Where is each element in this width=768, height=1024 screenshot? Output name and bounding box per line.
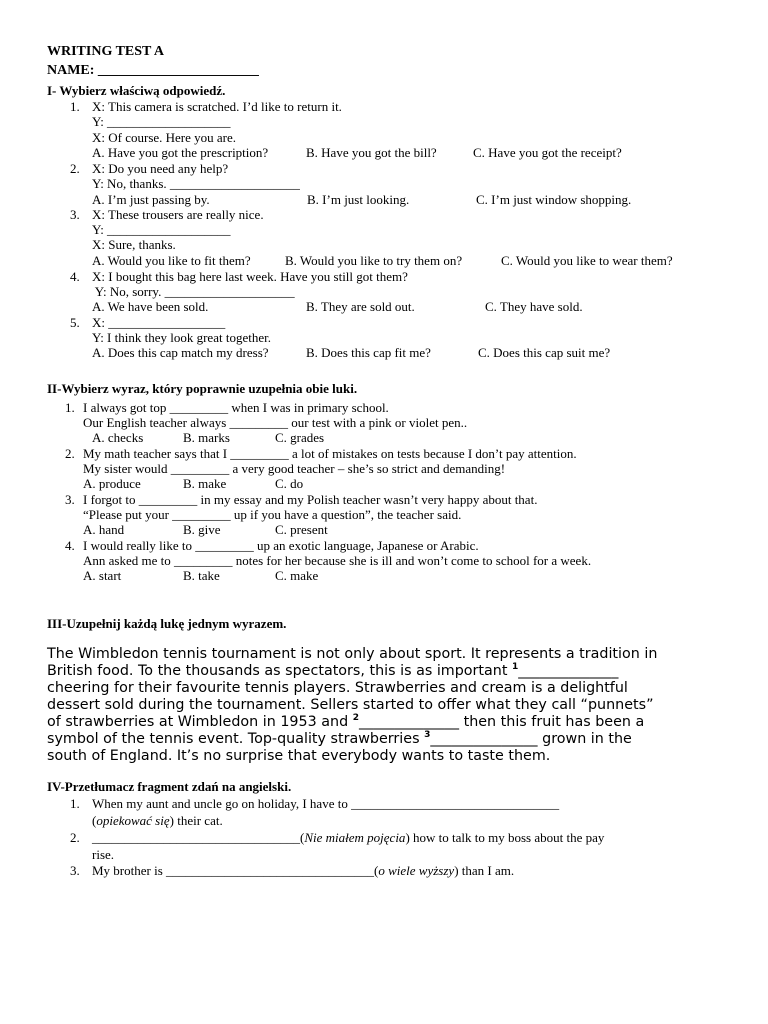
section2-heading: II-Wybierz wyraz, który poprawnie uzupełnia obie luki. (47, 381, 358, 396)
option-c: C. They have sold. (485, 299, 583, 314)
option-a: A. hand (83, 522, 125, 537)
option-c: C. Have you got the receipt? (473, 145, 622, 160)
option-c: C. Would you like to wear them? (501, 253, 673, 268)
item-number: 1. (70, 99, 80, 114)
polish-phrase: o wiele wyższy (378, 863, 455, 878)
option-a: A. start (83, 568, 122, 583)
sentence-line: Our English teacher always _________ our test with a pink or violet pen.. (83, 415, 468, 430)
gap-blank: _______________ grown in the (430, 731, 632, 747)
passage-line: south of England. It’s no surprise that everybody wants to taste them. (47, 748, 551, 764)
gap-number: 2 (352, 713, 359, 724)
sentence-line: I would really like to _________ up an exotic language, Japanese or Arabic. (83, 538, 479, 553)
test-title: WRITING TEST A (47, 44, 164, 59)
sentence-line: My math teacher says that I _________ a lot of mistakes on tests because I don’t pay attention. (83, 446, 577, 461)
section4-heading: IV-Przetłumacz fragment zdań na angielski. (47, 779, 292, 794)
option-c: C. make (275, 568, 319, 583)
gap-number: 3 (424, 730, 431, 741)
sentence-line: My sister would _________ a very good teacher – she’s so strict and demanding! (83, 461, 506, 476)
dialogue-line: Y: No, thanks. ____________________ (92, 176, 300, 191)
dialogue-line: X: Of course. Here you are. (92, 130, 237, 145)
option-b: B. make (183, 476, 227, 491)
option-c: C. I’m just window shopping. (476, 192, 632, 207)
passage-line: of strawberries at Wimbledon in 1953 and $^2$______________ then this fruit has been a (47, 713, 645, 730)
item-number: 1. (65, 400, 75, 415)
option-a: A. produce (83, 476, 141, 491)
passage-line: The Wimbledon tennis tournament is not only about sport. It represents a tradition in (47, 646, 658, 662)
translation-line: (opiekować się) their cat. (92, 813, 223, 828)
option-b: B. Have you got the bill? (306, 145, 437, 160)
translation-line: ________________________________(Nie miałem pojęcia) how to talk to my boss about the pay (92, 830, 605, 845)
gap-blank: ______________ then this fruit has been a (358, 714, 645, 730)
translation-line: My brother is ________________________________(o wiele wyższy) than I am. (92, 863, 515, 878)
passage-line: dessert sold during the tournament. Sellers started to offer what they call “punnets” (47, 697, 654, 713)
section1-heading: I- Wybierz właściwą odpowiedź. (47, 83, 226, 98)
gap-number: 1 (512, 662, 519, 673)
item-number: 2. (70, 161, 80, 176)
sentence-line: I forgot to _________ in my essay and my Polish teacher wasn’t very happy about that. (83, 492, 538, 507)
item-number: 3. (70, 863, 80, 878)
option-a: A. We have been sold. (92, 299, 209, 314)
item-number: 3. (70, 207, 80, 222)
dialogue-line: X: I bought this bag here last week. Have you still got them? (92, 269, 408, 284)
option-a: A. Does this cap match my dress? (92, 345, 269, 360)
dialogue-line: Y: I think they look great together. (92, 330, 271, 345)
passage-line: cheering for their favourite tennis players. Strawberries and cream is a delightful (47, 680, 628, 696)
dialogue-line: X: Sure, thanks. (92, 237, 176, 252)
item-number: 4. (70, 269, 80, 284)
item-number: 1. (70, 796, 80, 811)
item-number: 5. (70, 315, 80, 330)
passage-line: British food. To the thousands as spectators, this is as important $^1$______________ (47, 662, 619, 679)
dialogue-line: Y: No, sorry. ____________________ (92, 284, 295, 299)
dialogue-line: X: Do you need any help? (92, 161, 229, 176)
option-b: B. take (183, 568, 220, 583)
dialogue-line: X: This camera is scratched. I’d like to return it. (92, 99, 342, 114)
option-c: C. present (275, 522, 328, 537)
section3-heading: III-Uzupełnij każdą lukę jednym wyrazem. (47, 616, 287, 631)
option-b: B. marks (183, 430, 230, 445)
passage-line: symbol of the tennis event. Top-quality strawberries $^3$_______________ grown in the (47, 730, 632, 747)
gap-blank: ______________ (518, 663, 619, 679)
option-b: B. give (183, 522, 221, 537)
translation-line: rise. (92, 847, 115, 862)
option-a: A. Would you like to fit them? (92, 253, 251, 268)
dialogue-line: Y: ___________________ (92, 114, 231, 129)
option-a: A. Have you got the prescription? (92, 145, 269, 160)
item-number: 4. (65, 538, 75, 553)
option-a: A. I’m just passing by. (92, 192, 210, 207)
name-line: NAME: _______________________ (47, 63, 259, 78)
option-a: A. checks (92, 430, 144, 445)
option-c: C. grades (275, 430, 325, 445)
translation-line: When my aunt and uncle go on holiday, I have to ________________________________ (92, 796, 560, 811)
dialogue-line: X: __________________ (92, 315, 226, 330)
option-c: C. Does this cap suit me? (478, 345, 611, 360)
dialogue-line: Y: ___________________ (92, 222, 231, 237)
polish-phrase: Nie miałem pojęcia (304, 830, 406, 845)
option-b: B. Would you like to try them on? (285, 253, 463, 268)
item-number: 2. (65, 446, 75, 461)
item-number: 3. (65, 492, 75, 507)
sentence-line: I always got top _________ when I was in primary school. (83, 400, 389, 415)
sentence-line: “Please put your _________ up if you have a question”, the teacher said. (83, 507, 462, 522)
polish-phrase: opiekować się (96, 813, 170, 828)
option-b: B. They are sold out. (306, 299, 415, 314)
sentence-line: Ann asked me to _________ notes for her because she is ill and won’t come to school for a week. (83, 553, 592, 568)
option-b: B. Does this cap fit me? (306, 345, 431, 360)
option-c: C. do (275, 476, 304, 491)
option-b: B. I’m just looking. (307, 192, 410, 207)
item-number: 2. (70, 830, 80, 845)
dialogue-line: X: These trousers are really nice. (92, 207, 264, 222)
